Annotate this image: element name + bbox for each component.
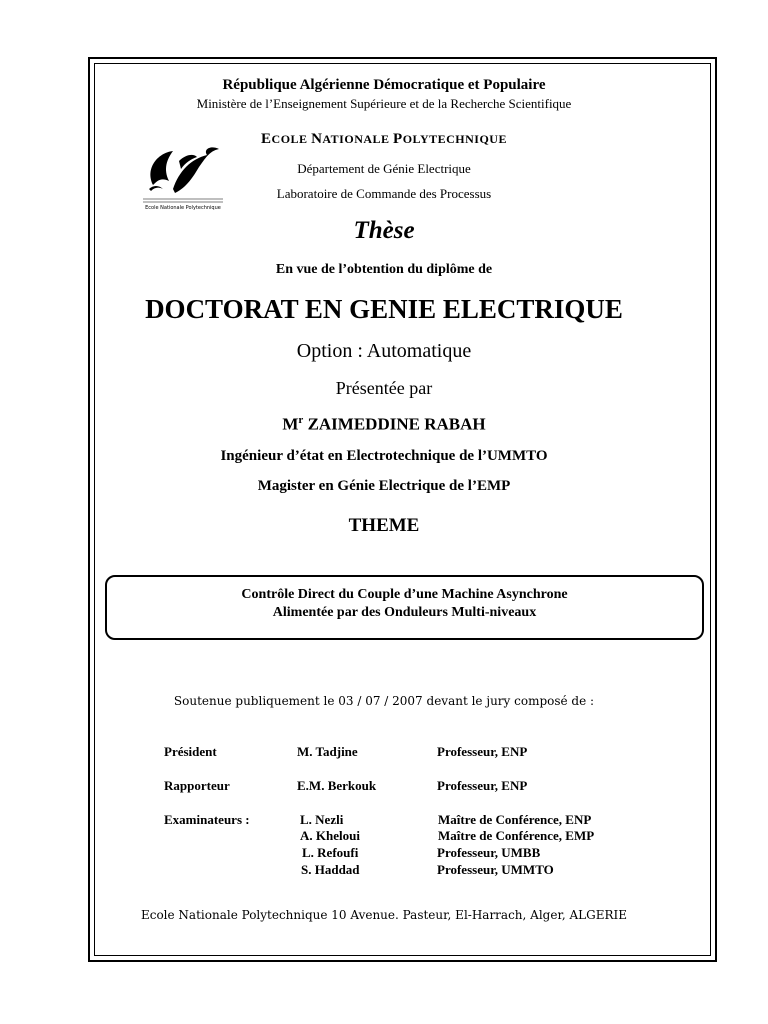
jury-name: S. Haddad (301, 862, 360, 877)
jury-title: Professeur, ENP (437, 744, 528, 759)
jury-title: Professeur, UMMTO (437, 862, 554, 877)
department-name: Département de Génie Electrique (297, 161, 471, 176)
jury-title: Professeur, UMBB (437, 845, 541, 860)
thesis-title: Thèse (353, 217, 415, 244)
thesis-purpose: En vue de l’obtention du diplôme de (275, 262, 493, 277)
school-name: ECOLE NATIONALE POLYTECHNIQUE (261, 131, 507, 147)
republic-heading: République Algérienne Démocratique et Populaire (222, 77, 546, 93)
theme-label: THEME (348, 515, 420, 536)
laboratory-name: Laboratoire de Commande des Processus (276, 186, 492, 201)
presented-by: Présentée par (335, 378, 433, 398)
degree-title: DOCTORAT EN GENIE ELECTRIQUE (145, 294, 623, 324)
jury-title: Professeur, ENP (437, 778, 528, 793)
jury-name: L. Nezli (300, 812, 344, 827)
jury-title: Maître de Conférence, EMP (438, 828, 595, 843)
footer-address: Ecole Nationale Polytechnique 10 Avenue. Pasteur, El-Harrach, Alger, ALGERIE (140, 908, 628, 922)
jury-role: Président (164, 744, 217, 759)
jury-role: Examinateurs : (164, 812, 250, 827)
jury-title: Maître de Conférence, ENP (438, 812, 592, 827)
ministry-heading: Ministère de l’Enseignement Supérieure et de la Recherche Scientifique (196, 96, 572, 111)
candidate-credential-2: Magister en Génie Electrique de l’EMP (257, 478, 511, 494)
degree-option: Option : Automatique (296, 340, 472, 362)
candidate-name: $M^r$ ZAIMEDDINE RABAH (282, 414, 486, 434)
jury-name: L. Refoufi (302, 845, 359, 860)
jury-name: M. Tadjine (297, 744, 358, 759)
logo-caption: Ecole Nationale Polytechnique (145, 205, 221, 211)
theme-line-1: Contrôle Direct du Couple d’une Machine Asynchrone (241, 587, 568, 602)
jury-name: E.M. Berkouk (297, 778, 377, 793)
theme-box (105, 575, 704, 640)
defense-statement: Soutenue publiquement le 03 / 07 / 2007 devant le jury composé de : (173, 694, 595, 708)
jury-role: Rapporteur (164, 778, 230, 793)
theme-line-2: Alimentée par des Onduleurs Multi-niveaux (272, 605, 537, 620)
candidate-credential-1: Ingénieur d’état en Electrotechnique de l’UMMTO (220, 448, 548, 464)
school-logo (139, 141, 227, 213)
jury-name: A. Kheloui (300, 828, 360, 843)
